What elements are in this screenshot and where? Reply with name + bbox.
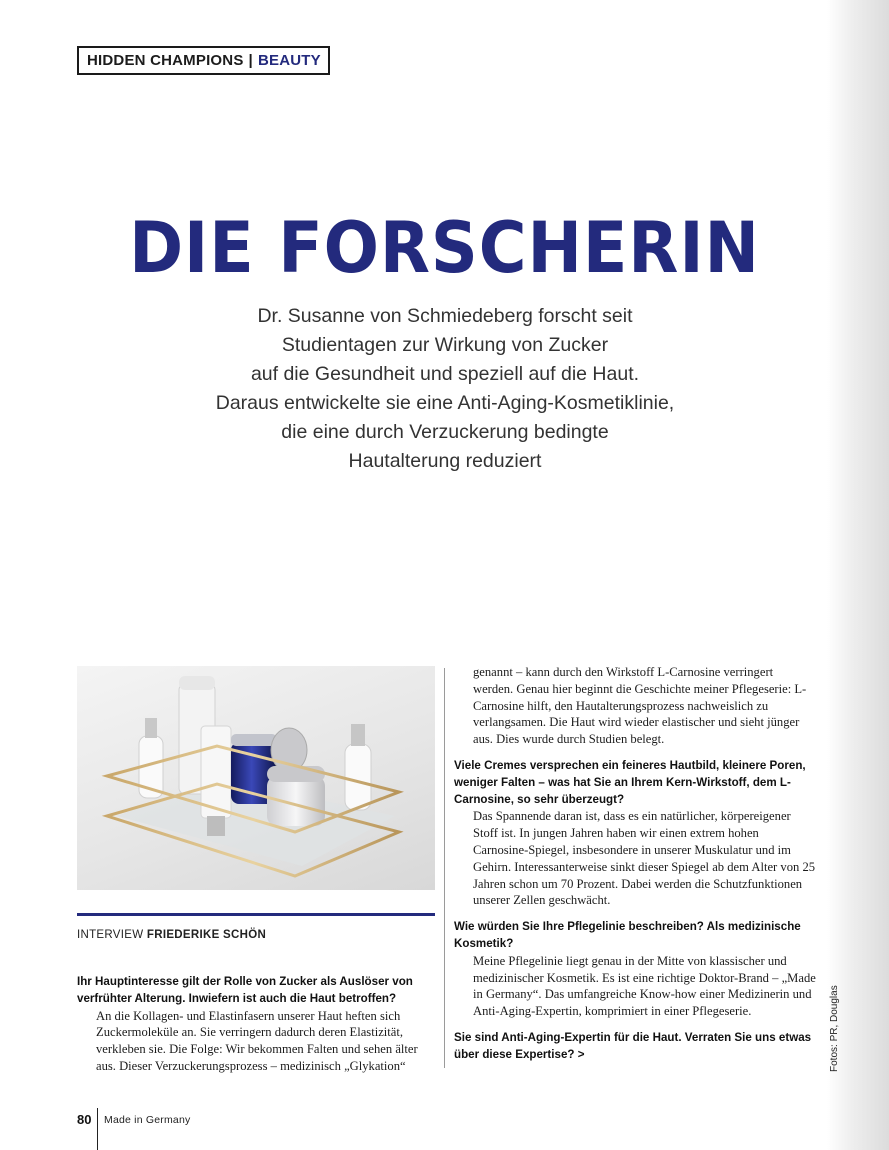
interview-question: Wie würden Sie Ihre Pflegelinie beschreiben? Als medizinische Kosmetik? [454, 920, 801, 950]
right-column [454, 664, 816, 1064]
magazine-name: Made in Germany [104, 1114, 191, 1126]
column-divider [444, 668, 445, 1068]
section-tag-separator: | [248, 52, 253, 69]
interview-question: Ihr Hauptinteresse gilt der Rolle von Zucker als Auslöser von verfrühter Alterung. Inwiefern ist auch die Haut betroffen? [77, 975, 413, 1005]
lead-line: auf die Gesundheit und speziell auf die Haut. [250, 363, 640, 385]
left-column [77, 974, 433, 1075]
lead-line: die eine durch Verzuckerung bedingte [281, 421, 609, 443]
page-edge-shadow [827, 0, 889, 1150]
article-lead [150, 302, 740, 476]
byline-rule [77, 913, 435, 916]
interview-answer: Meine Pflegelinie liegt genau in der Mitte von klassischer und medizinischer Kosmetik. Es ist eine richtige Doktor-Brand – „Made in Germany“. Das umfangreiche Know-how einer Medizinerin und Anti-Aging-Expertin, komprimiert in einer Pflegeserie. [473, 953, 816, 1019]
interview-answer: Das Spannende daran ist, dass es ein natürlicher, körpereigener Stoff ist. In jungen Jahren haben wir einen extrem hohen Carnosine-Spiegel, insbesondere in unserer Muskulatur und im Gehirn. Interessanterweise sinkt dieser Spiegel ab dem Alter von 25 Jahren schon um 70 Prozent. Dabei werden die Schutzfunktionen unserer Zellen geschwächt. [473, 809, 816, 908]
footer-divider [97, 1108, 98, 1150]
page-number: 80 [77, 1112, 92, 1127]
product-photo [77, 666, 435, 890]
interview-question: Sie sind Anti-Aging-Expertin für die Haut. Verraten Sie uns etwas über diese Expertise? > [454, 1030, 812, 1061]
lead-line: Dr. Susanne von Schmiedeberg forscht seit [257, 305, 633, 327]
section-tag [77, 46, 330, 75]
answer-continuation: genannt – kann durch den Wirkstoff L-Carnosine verringert werden. Genau hier beginnt die Geschichte meiner Pflegeserie: L-Carnosine hilft, den Hautalterungsprozess nachweislich zu verlangsamen. Die Haut wird wieder elastischer und sieht jünger aus. Dies wurde durch Studien belegt. [473, 665, 807, 747]
article-headline: DIE FORSCHERIN [129, 207, 760, 289]
lead-line: Daraus entwickelte sie eine Anti-Aging-Kosmetiklinie, [215, 392, 675, 414]
photo-credit: Fotos: PR, Douglas [829, 985, 840, 1072]
byline-author: FRIEDERIKE SCHÖN [146, 929, 267, 941]
section-tag-sub: BEAUTY [257, 52, 321, 69]
product-tray-illustration [77, 666, 435, 890]
lead-line: Studientagen zur Wirkung von Zucker [281, 334, 609, 356]
byline [77, 929, 266, 941]
interview-answer: An die Kollagen- und Elastinfasern unserer Haut heften sich Zuckermoleküle an. Sie verringern dadurch deren Elastizität, verkleben sie. Die Folge: Wir bekommen Falten und sehen älter aus. Dieser Verzuckerungsprozess – medizinisch „Glykation“ [96, 1008, 418, 1073]
section-tag-main: HIDDEN CHAMPIONS [87, 52, 244, 69]
interview-question: Viele Cremes versprechen ein feineres Hautbild, kleinere Poren, weniger Falten – was hat Sie an Ihrem Kern-Wirkstoff, dem L-Carnosine, so sehr überzeugt? [454, 758, 806, 806]
byline-label: INTERVIEW [77, 929, 144, 941]
lead-line: Hautalterung reduziert [348, 450, 542, 472]
